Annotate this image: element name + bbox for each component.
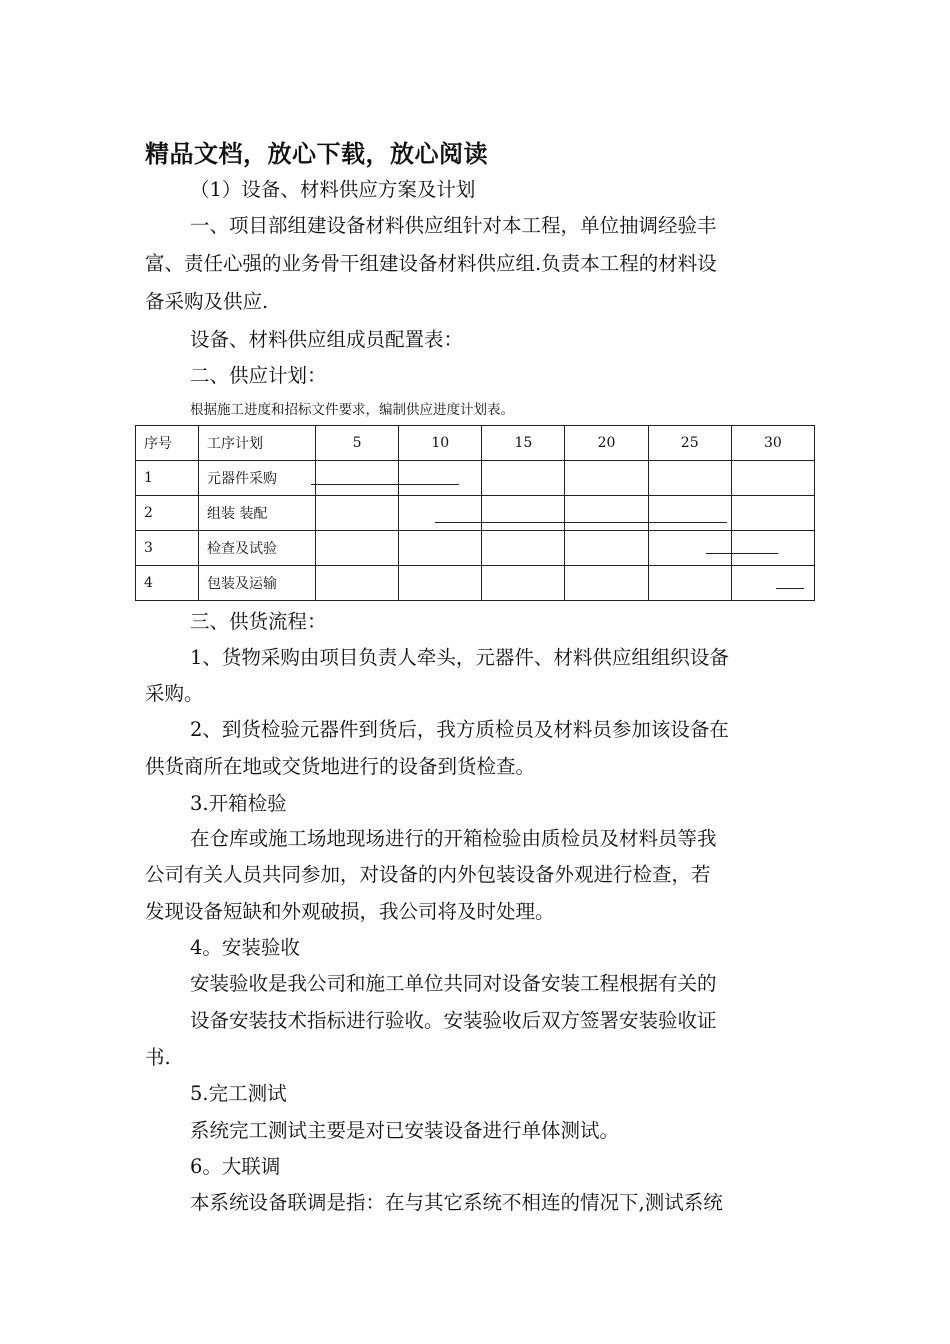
paragraph-line: 在仓库或施工场地现场进行的开箱检验由质检员及材料员等我 — [190, 827, 717, 850]
subsection-title: 3.开箱检验 — [190, 792, 287, 815]
schedule-bar-assembly — [435, 522, 727, 523]
supply-schedule-table — [135, 425, 815, 601]
paragraph-line: 1、货物采购由项目负责人牵头，元器件、材料供应组组织设备 — [190, 646, 729, 669]
row-number: 1 — [136, 461, 199, 496]
header-cell-day: 10 — [399, 426, 482, 461]
plan-heading: 二、供应计划： — [190, 364, 327, 387]
paragraph-line: 书. — [145, 1046, 171, 1069]
row-number: 4 — [136, 566, 199, 601]
plan-note: 根据施工进度和招标文件要求，编制供应进度计划表。 — [190, 402, 514, 418]
header-cell-day: 25 — [648, 426, 731, 461]
row-number: 2 — [136, 496, 199, 531]
paragraph-line: 2、到货检验元器件到货后，我方质检员及材料员参加该设备在 — [190, 718, 729, 741]
table-row — [136, 566, 815, 601]
header-cell-day: 15 — [482, 426, 565, 461]
table-row — [136, 531, 815, 566]
row-number: 3 — [136, 531, 199, 566]
paragraph-line: 安装验收是我公司和施工单位共同对设备安装工程根据有关的 — [190, 972, 717, 995]
paragraph-line: 发现设备短缺和外观破损，我公司将及时处理。 — [145, 900, 555, 923]
section-title: （1）设备、材料供应方案及计划 — [190, 178, 476, 201]
header-cell-step: 工序计划 — [199, 426, 316, 461]
header-cell-no: 序号 — [136, 426, 199, 461]
row-step: 组装 装配 — [199, 496, 316, 531]
paragraph-line: 本系统设备联调是指：在与其它系统不相连的情况下,测试系统 — [190, 1191, 723, 1214]
table-row — [136, 496, 815, 531]
schedule-bar-packing — [776, 588, 804, 589]
document-header: 精品文档，放心下载，放心阅读 — [145, 140, 488, 168]
row-step: 检查及试验 — [199, 531, 316, 566]
schedule-bar-inspection — [706, 553, 778, 554]
table-row — [136, 461, 815, 496]
table-header-row — [136, 426, 815, 461]
header-cell-day: 30 — [731, 426, 814, 461]
subsection-title: 6。大联调 — [190, 1155, 281, 1178]
subsection-title: 5.完工测试 — [190, 1082, 287, 1105]
paragraph-line: 公司有关人员共同参加，对设备的内外包装设备外观进行检查，若 — [145, 863, 711, 886]
row-step: 包装及运输 — [199, 566, 316, 601]
row-step: 元器件采购 — [199, 461, 316, 496]
header-cell-day: 20 — [565, 426, 648, 461]
paragraph-line: 设备安装技术指标进行验收。安装验收后双方签署安装验收证 — [190, 1009, 717, 1032]
paragraph-line: 一、项目部组建设备材料供应组针对本工程，单位抽调经验丰 — [190, 214, 717, 237]
schedule-bar-procurement — [311, 484, 459, 485]
paragraph-line: 供货商所在地或交货地进行的设备到货检查。 — [145, 755, 536, 778]
paragraph-line: 备采购及供应. — [145, 290, 269, 313]
header-cell-day: 5 — [316, 426, 399, 461]
paragraph-line: 富、责任心强的业务骨干组建设备材料供应组.负责本工程的材料设 — [145, 252, 717, 275]
flow-heading: 三、供货流程： — [190, 610, 327, 633]
subsection-title: 4。安装验收 — [190, 936, 300, 959]
paragraph-line: 系统完工测试主要是对已安装设备进行单体测试。 — [190, 1119, 620, 1142]
staff-table-title: 设备、材料供应组成员配置表： — [190, 328, 464, 351]
paragraph-line: 采购。 — [145, 682, 204, 705]
